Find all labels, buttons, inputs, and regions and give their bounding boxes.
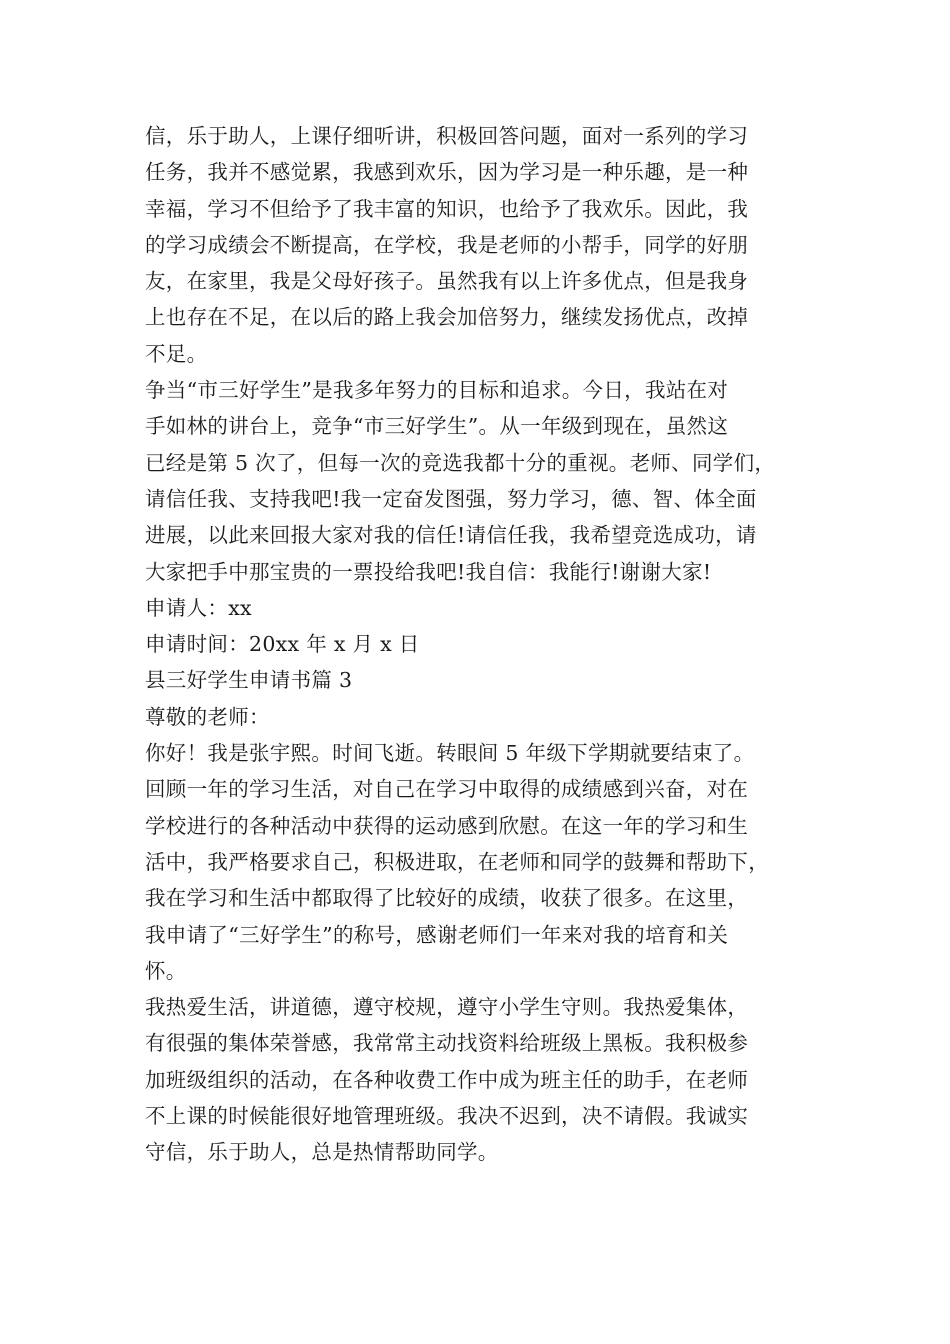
text-line: 回顾一年的学习生活，对自己在学习中取得的成绩感到兴奋，对在: [145, 777, 749, 802]
text-line: 加班级组织的活动，在各种收费工作中成为班主任的助手，在老师: [145, 1067, 749, 1092]
text-line: 学校进行的各种活动中获得的运动感到欣慰。在这一年的学习和生: [145, 813, 749, 838]
text-line: 怀。: [145, 958, 187, 983]
text-line: 你好！我是张宇熙。时间飞逝。转眼间 5 年级下学期就要结束了。: [145, 741, 755, 766]
text-line: 请信任我、支持我吧!我一定奋发图强，努力学习，德、智、体全面: [145, 486, 757, 511]
document-body: [145, 118, 825, 1171]
text-line: 幸福，学习不但给予了我丰富的知识，也给予了我欢乐。因此，我: [145, 196, 749, 221]
text-line: 不上课的时候能很好地管理班级。我决不迟到，决不请假。我诚实: [145, 1104, 749, 1129]
text-line: 手如林的讲台上，竞争“市三好学生”。从一年级到现在，虽然这: [145, 414, 729, 439]
text-line: 争当“市三好学生”是我多年努力的目标和追求。今日，我站在对: [145, 378, 729, 403]
applicant-line: 申请人：xx: [145, 595, 252, 620]
text-line: 有很强的集体荣誉感，我常常主动找资料给班级上黑板。我积极参: [145, 1031, 749, 1056]
text-line: 的学习成绩会不断提高，在学校，我是老师的小帮手，同学的好朋: [145, 232, 749, 257]
text-line: 信，乐于助人，上课仔细听讲，积极回答问题，面对一系列的学习: [145, 124, 749, 148]
text-line: 我热爱生活，讲道德，遵守校规，遵守小学生守则。我热爱集体，: [145, 995, 749, 1020]
text-line: 不足。: [145, 341, 208, 366]
text-line: 守信，乐于助人，总是热情帮助同学。: [145, 1140, 499, 1165]
section-heading: 县三好学生申请书篇 3: [145, 668, 353, 693]
text-line: 进展，以此来回报大家对我的信任!请信任我，我希望竞选成功，请: [145, 523, 757, 548]
text-line: 活中，我严格要求自己，积极进取，在老师和同学的鼓舞和帮助下，: [145, 849, 769, 874]
text-line: 友，在家里，我是父母好孩子。虽然我有以上许多优点，但是我身: [145, 269, 749, 294]
text-line: 我申请了“三好学生”的称号，感谢老师们一年来对我的培育和关: [145, 922, 729, 947]
application-date-line: 申请时间：20xx 年 x 月 x 日: [145, 632, 420, 657]
text-line: 上也存在不足，在以后的路上我会加倍努力，继续发扬优点，改掉: [145, 305, 749, 330]
text-line: 任务，我并不感觉累，我感到欢乐，因为学习是一种乐趣，是一种: [145, 160, 749, 185]
salutation: 尊敬的老师：: [145, 704, 270, 729]
text-line: 我在学习和生活中都取得了比较好的成绩，收获了很多。在这里，: [145, 886, 749, 911]
text-line: 已经是第 5 次了，但每一次的竞选我都十分的重视。老师、同学们，: [145, 450, 776, 475]
text-line: 大家把手中那宝贵的一票投给我吧!我自信：我能行!谢谢大家!: [145, 559, 712, 584]
